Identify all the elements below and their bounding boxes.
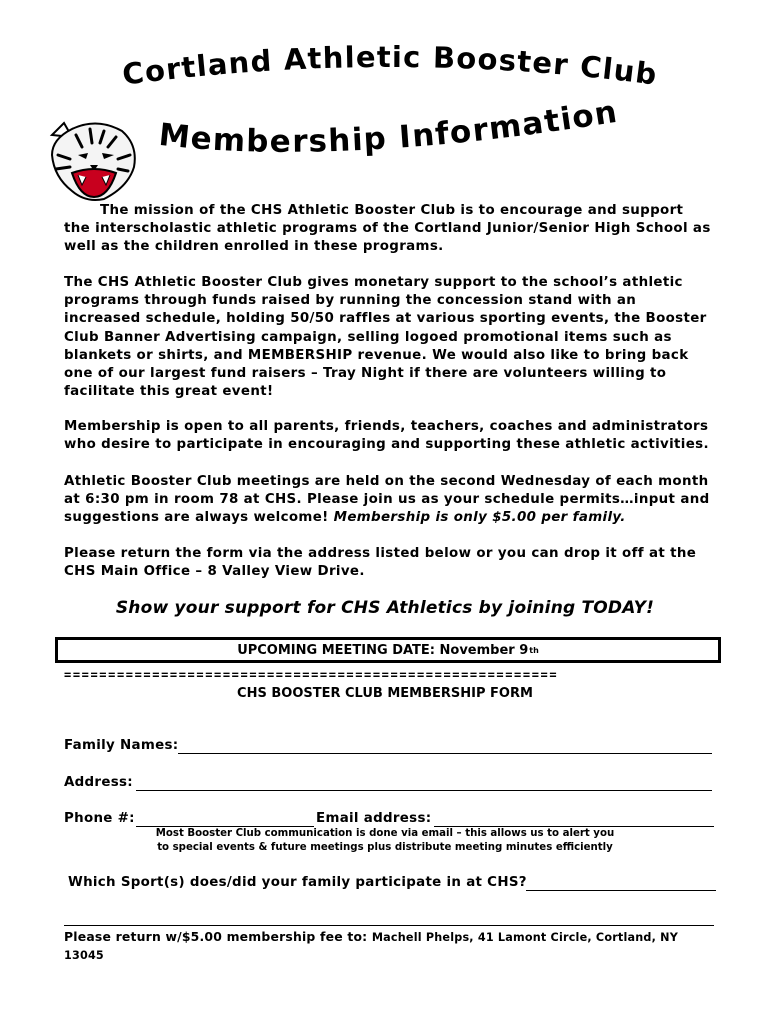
return-paragraph: Please return the form via the address listed below or you can drop it off at the CHS Main Office – 8 Valley View Drive. (64, 546, 697, 580)
sports-field-line-2[interactable] (64, 925, 714, 926)
support-paragraph: The CHS Athletic Booster Club gives monetary support to the school’s athletic programs through funds raised by running the concession stand with an increased schedule, holding 50/50 raffles at various sporting events, the Booster Club Banner Advertising campaign, selling logoed promotional items such as blankets or shirts, and MEMBERSHIP revenue. We would also like to bring back one of our largest fund raisers – Tray Night if there are volunteers willing to facilitate this great event! (64, 275, 707, 400)
email-note-line-2: to special events & future meetings plus distribute meeting minutes efficiently (157, 842, 613, 853)
form-title: CHS BOOSTER CLUB MEMBERSHIP FORM (237, 686, 533, 701)
upcoming-meeting-box (55, 637, 721, 663)
email-label: Email address: (316, 811, 432, 826)
email-note-line-1: Most Booster Club communication is done via email – this allows us to alert you (155, 828, 615, 839)
address-label: Address: (64, 775, 133, 790)
phone-label: Phone #: (64, 811, 135, 826)
footer-address: Machell Phelps, 41 Lamont Circle, Cortland, NY 13045 (64, 931, 679, 962)
sports-field[interactable] (526, 890, 716, 891)
membership-paragraph: Membership is open to all parents, friends, teachers, coaches and administrators who desire to participate in encouraging and supporting these athletic activities. (64, 419, 709, 453)
slogan: Show your support for CHS Athletics by joining TODAY! (115, 598, 655, 618)
title-line-2: Membership Information (157, 93, 621, 160)
meeting-date-suffix: th (529, 645, 539, 655)
mission-paragraph: The mission of the CHS Athletic Booster Club is to encourage and support the interscholastic athletic programs of the Cortland Junior/Senior High School as well as the children enrolled in these programs. (64, 203, 711, 255)
meetings-text: Athletic Booster Club meetings are held on the second Wednesday of each month at 6:30 pm in room 78 at CHS. Please join us as your schedule permits…input and suggestions are always welcome! (64, 474, 710, 526)
sports-label: Which Sport(s) does/did your family participate in at CHS? (68, 875, 527, 890)
family-names-field[interactable] (178, 753, 712, 754)
meetings-paragraph (64, 473, 714, 528)
meeting-date-label: UPCOMING MEETING DATE: November 9 (237, 642, 529, 658)
divider-line: ======================================================== (64, 668, 559, 682)
footer-return-text: Please return w/$5.00 membership fee to: (64, 929, 368, 944)
title-line-1: Cortland Athletic Booster Club (120, 39, 660, 92)
footer-return-info (64, 928, 714, 964)
address-field[interactable] (136, 790, 712, 791)
family-names-label: Family Names: (64, 738, 179, 753)
membership-fee-text: Membership is only $5.00 per family. (333, 510, 626, 526)
tiger-head-icon (42, 115, 142, 205)
